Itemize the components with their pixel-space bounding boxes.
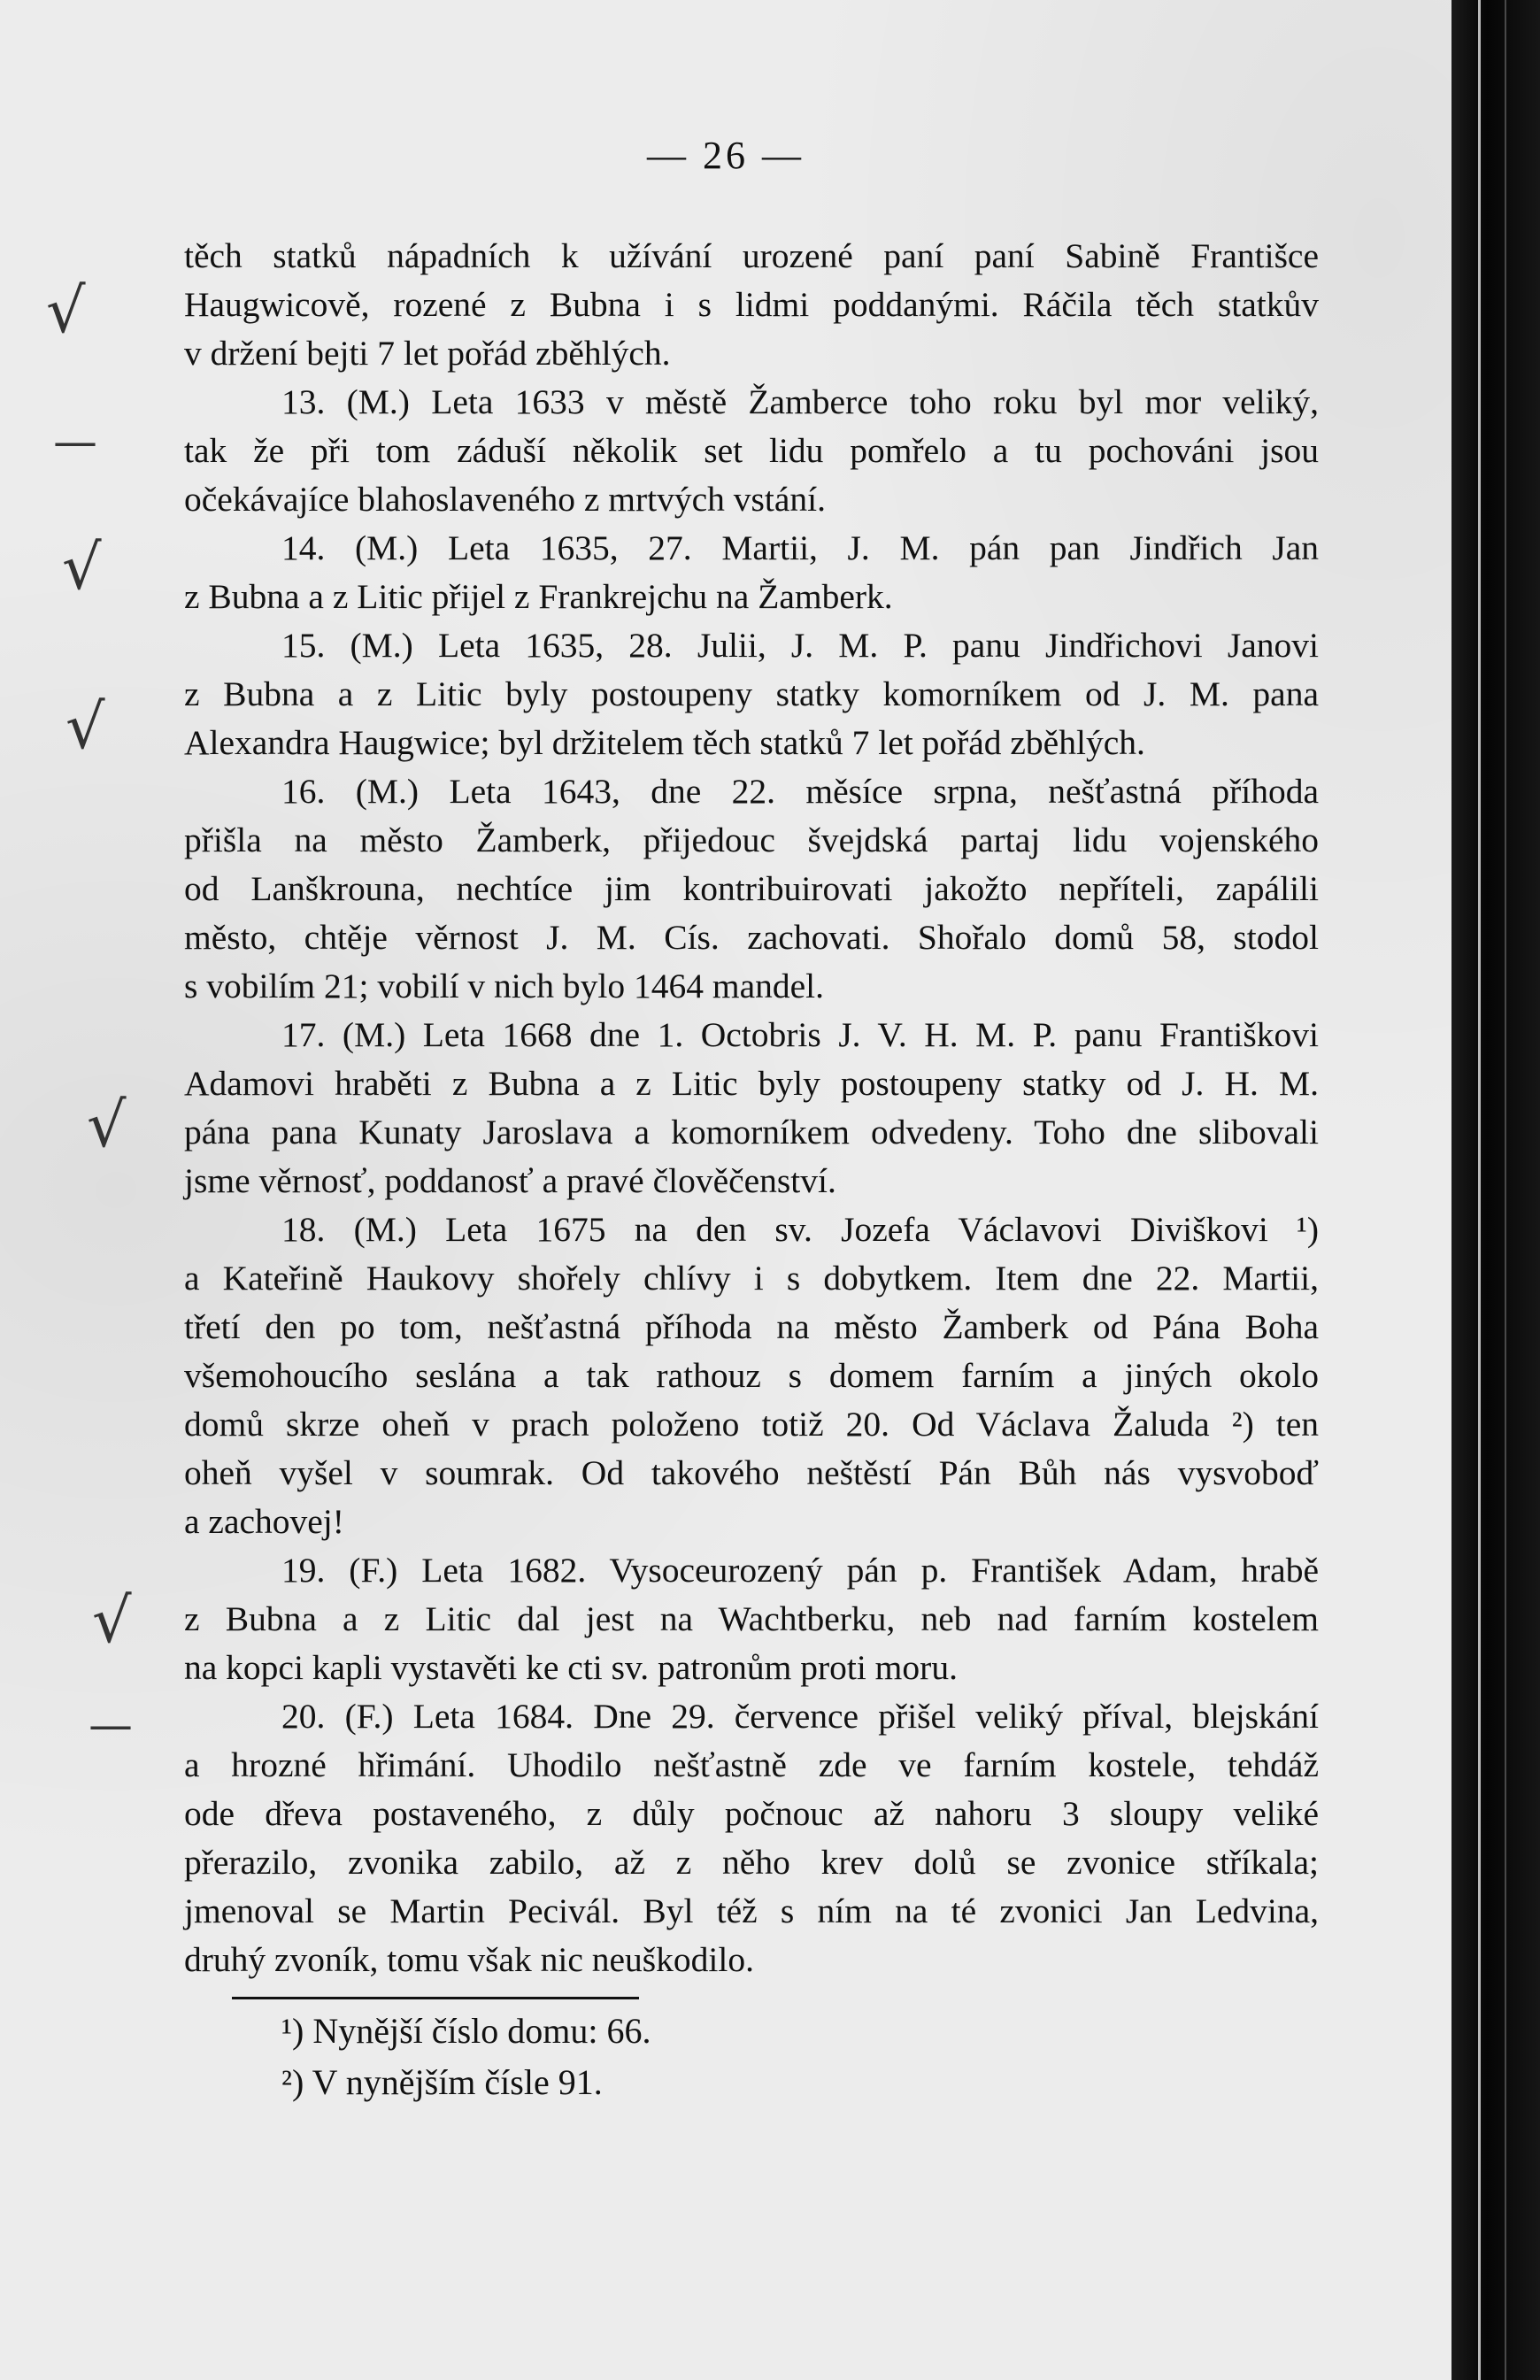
dash-mark-icon: — bbox=[53, 416, 97, 467]
text-line: přerazilo, zvonika zabilo, až z něho krev dolů se zvonice stříkala; bbox=[184, 1843, 1319, 1882]
check-mark-icon: √ bbox=[65, 690, 105, 763]
footnote-2: ²) V nynějším čísle 91. bbox=[281, 2062, 603, 2102]
text-line: 14. (M.) Leta 1635, 27. Martii, J. M. pán pan Jindřich Jan bbox=[281, 528, 1319, 567]
check-mark-icon: √ bbox=[87, 1089, 127, 1161]
text-line: pána pana Kunaty Jaroslava a komorníkem odvedeny. Toho dne slibovali bbox=[184, 1113, 1319, 1151]
text-line: na kopci kapli vystavěti ke cti sv. patronům proti moru. bbox=[184, 1648, 958, 1687]
text-line: 15. (M.) Leta 1635, 28. Julii, J. M. P. panu Jindřichovi Janovi bbox=[281, 626, 1319, 665]
text-line: a hrozné hřimání. Uhodilo nešťastně zde ve farním kostele, tehdáž bbox=[184, 1745, 1319, 1784]
body-text bbox=[184, 232, 1319, 1984]
text-line: s vobilím 21; vobilí v nich bylo 1464 mandel. bbox=[184, 967, 825, 1005]
text-line: Alexandra Haugwice; byl držitelem těch statků 7 let pořád zběhlých. bbox=[184, 723, 1145, 762]
text-line: 19. (F.) Leta 1682. Vysoceurozený pán p. František Adam, hrabě bbox=[281, 1551, 1319, 1590]
text-line: všemohoucího seslána a tak rathouz s domem farním a jiných okolo bbox=[184, 1356, 1319, 1395]
text-line: z Bubna a z Litic byly postoupeny statky komorníkem od J. M. pana bbox=[184, 674, 1319, 713]
text-line: těch statků nápadních k užívání urozené paní paní Sabině Františce bbox=[184, 236, 1319, 275]
text-line: Haugwicově, rozené z Bubna i s lidmi poddanými. Ráčila těch statkův bbox=[184, 285, 1319, 324]
text-line: tak že při tom záduší několik set lidu pomřelo a tu pochováni jsou bbox=[184, 431, 1319, 470]
text-line: přišla na město Žamberk, přijedouc švejdská partaj lidu vojenského bbox=[184, 820, 1319, 859]
check-mark-icon: √ bbox=[92, 1584, 132, 1657]
page-edge bbox=[1451, 0, 1540, 2380]
text-line: oheň vyšel v soumrak. Od takového neštěstí Pán Bůh nás vysvoboď bbox=[184, 1453, 1319, 1492]
footnote-1: ¹) Nynější číslo domu: 66. bbox=[281, 2011, 651, 2051]
text-line: v držení bejti 7 let pořád zběhlých. bbox=[184, 334, 671, 373]
dash-mark-icon: — bbox=[89, 1699, 133, 1751]
text-line: ode dřeva postaveného, z důly počnouc až nahoru 3 sloupy veliké bbox=[184, 1794, 1319, 1833]
text-line: 17. (M.) Leta 1668 dne 1. Octobris J. V. H. M. P. panu Františkovi bbox=[281, 1015, 1319, 1054]
text-line: jsme věrnosť, poddanosť a pravé člověčenství. bbox=[184, 1161, 836, 1200]
check-mark-icon: √ bbox=[62, 531, 102, 604]
text-line: 20. (F.) Leta 1684. Dne 29. července přišel veliký příval, blejskání bbox=[281, 1697, 1319, 1736]
page-number: — 26 — bbox=[647, 134, 805, 177]
text-line: 16. (M.) Leta 1643, dne 22. měsíce srpna, nešťastná příhoda bbox=[281, 772, 1319, 811]
text-line: třetí den po tom, nešťastná příhoda na město Žamberk od Pána Boha bbox=[184, 1307, 1319, 1346]
text-line: 13. (M.) Leta 1633 v městě Žamberce toho roku byl mor veliký, bbox=[281, 382, 1319, 421]
text-line: a Kateřině Haukovy shořely chlívy i s dobytkem. Item dne 22. Martii, bbox=[184, 1259, 1319, 1298]
footnote-rule bbox=[232, 1997, 639, 1999]
text-line: jmenoval se Martin Pecivál. Byl též s ním na té zvonici Jan Ledvina, bbox=[184, 1891, 1319, 1930]
text-line: Adamovi hraběti z Bubna a z Litic byly postoupeny statky od J. H. M. bbox=[184, 1064, 1319, 1103]
text-line: z Bubna a z Litic dal jest na Wachtberku, neb nad farním kostelem bbox=[184, 1599, 1319, 1638]
text-line: 18. (M.) Leta 1675 na den sv. Jozefa Václavovi Diviškovi ¹) bbox=[281, 1210, 1319, 1249]
text-line: od Lanškrouna, nechtíce jim kontribuirovati jakožto nepříteli, zapálili bbox=[184, 869, 1319, 908]
footnotes bbox=[281, 2006, 651, 2108]
text-line: a zachovej! bbox=[184, 1502, 344, 1541]
text-line: domů skrze oheň v prach položeno totiž 20. Od Václava Žaluda ²) ten bbox=[184, 1405, 1319, 1444]
text-line: město, chtěje věrnost J. M. Cís. zachovati. Shořalo domů 58, stodol bbox=[184, 918, 1319, 957]
text-line: druhý zvoník, tomu však nic neuškodilo. bbox=[184, 1940, 754, 1979]
check-mark-icon: √ bbox=[46, 274, 86, 347]
text-line: očekávajíce blahoslaveného z mrtvých vstání. bbox=[184, 480, 826, 519]
text-line: z Bubna a z Litic přijel z Frankrejchu na Žamberk. bbox=[184, 577, 893, 616]
